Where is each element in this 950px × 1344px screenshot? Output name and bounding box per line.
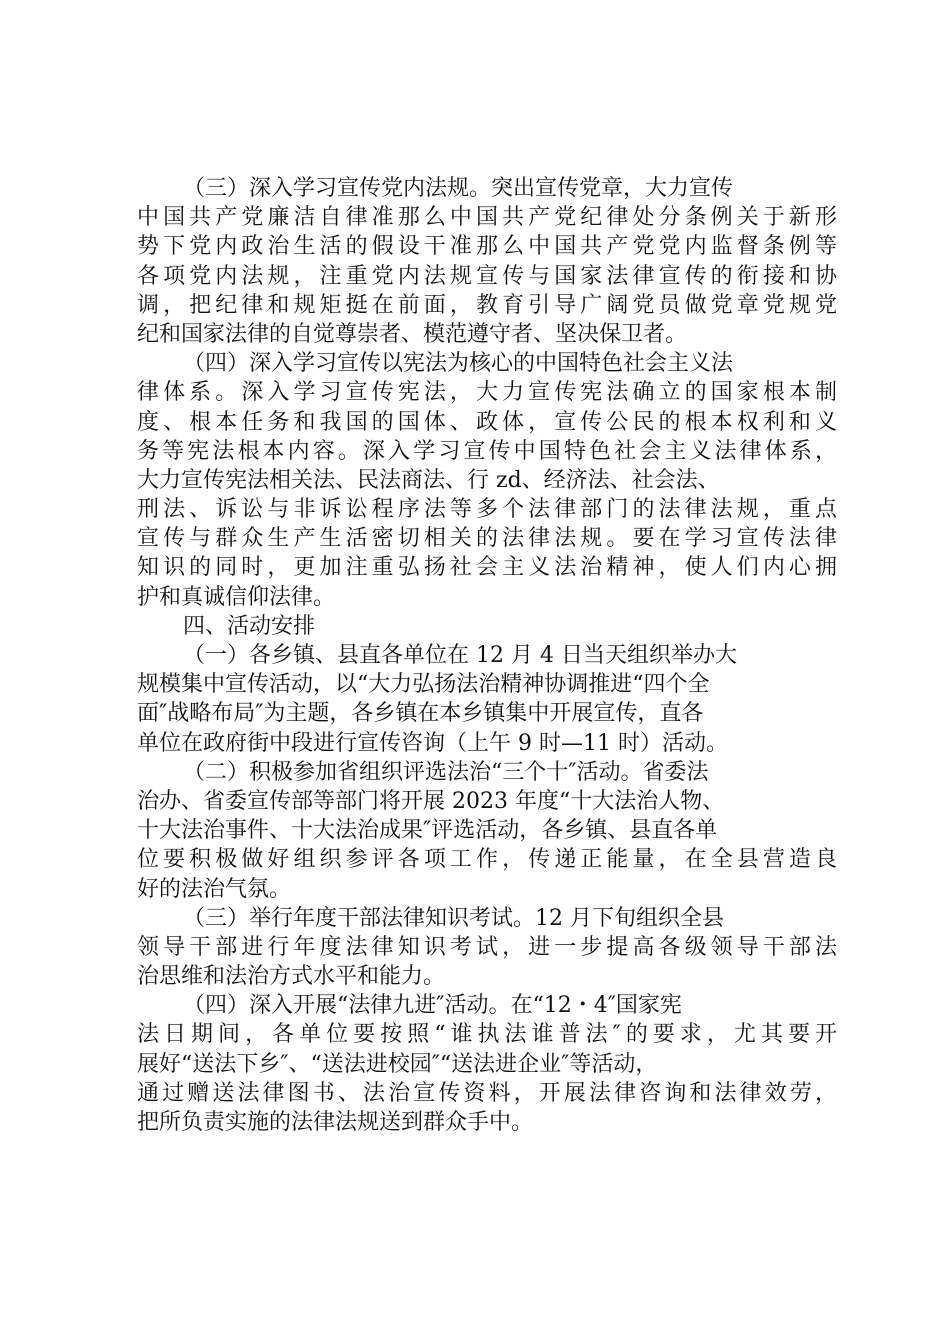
paragraph-line: 法日期间，各单位要按照“谁执法谁普法″的要求，尤其要开 [137, 1022, 837, 1048]
paragraph-line: 中国共产党廉洁自律准那么中国共产党纪律处分条例关于新形 [137, 205, 837, 231]
paragraph-line: 好的法治气氛。 [137, 876, 292, 902]
paragraph-line: 规模集中宣传活动，以“大力弘扬法治精神协调推进“四个全 [137, 672, 710, 698]
paragraph-line: 调，把纪律和规矩挺在前面，教育引导广阔党员做党章党规党 [137, 292, 837, 318]
section-heading: 四、活动安排 [183, 613, 316, 639]
paragraph-line: 治思维和法治方式水平和能力。 [137, 964, 446, 990]
paragraph-line: （一）各乡镇、县直各单位在 12 月 4 日当天组织举办大 [183, 643, 737, 668]
paragraph-line: 纪和国家法律的自觉尊崇者、模范遵守者、坚决保卫者。 [137, 321, 688, 347]
paragraph-line: （四）深入学习宣传以宪法为核心的中国特色社会主义法 [183, 351, 734, 377]
paragraph-line: （二）积极参加省组织评选法治“三个十″活动。省委法 [183, 759, 709, 785]
paragraph-line: 宣传与群众生产生活密切相关的法律法规。要在学习宣传法律 [137, 526, 837, 552]
paragraph-line: 度、根本任务和我国的国体、政体，宣传公民的根本权利和义 [137, 409, 837, 435]
paragraph-line: （三）举行年度干部法律知识考试。12 月下旬组织全县 [183, 905, 724, 931]
paragraph-line: 通过赠送法律图书、法治宣传资料，开展法律咨询和法律效劳， [137, 1080, 837, 1106]
paragraph-line: 知识的同时，更加注重弘扬社会主义法治精神，使人们内心拥 [137, 555, 837, 581]
paragraph-line: 律体系。深入学习宣传宪法，大力宣传宪法确立的国家根本制 [137, 380, 837, 406]
paragraph-line: 把所负责实施的法律法规送到群众手中。 [137, 1110, 534, 1135]
paragraph-line: 面″战略布局″为主题，各乡镇在本乡镇集中开展宣传，直各 [137, 701, 704, 727]
paragraph-line: 护和真诚信仰法律。 [137, 584, 336, 610]
paragraph-line: （四）深入开展“法律九进″活动。在“12・4″国家宪 [183, 993, 682, 1019]
paragraph-line: 十大法治事件、十大法治成果″评选活动，各乡镇、县直各单 [137, 818, 718, 844]
paragraph-line: 务等宪法根本内容。深入学习宣传中国特色社会主义法律体系， [137, 438, 837, 464]
paragraph-line: 各项党内法规，注重党内法规宣传与国家法律宣传的衔接和协 [137, 263, 837, 289]
paragraph-line: 单位在政府街中段进行宣传咨询（上午 9 时—11 时）活动。 [137, 730, 728, 756]
paragraph-line: （三）深入学习宣传党内法规。突出宣传党章，大力宣传 [183, 176, 734, 201]
paragraph-line: 刑法、诉讼与非诉讼程序法等多个法律部门的法律法规，重点 [137, 497, 837, 523]
document-body [137, 174, 837, 1137]
paragraph-line: 位要积极做好组织参评各项工作，传递正能量，在全县营造良 [137, 847, 837, 873]
paragraph-line: 展好“送法下乡″、“送法进校园″“送法进企业″等活动， [137, 1051, 658, 1077]
paragraph-line: 势下党内政治生活的假设干准那么中国共产党党内监督条例等 [137, 234, 837, 260]
paragraph-line: 大力宣传宪法相关法、民法商法、行 zd、经济法、社会法、 [137, 467, 720, 493]
paragraph-line: 治办、省委宣传部等部门将开展 2023 年度“十大法治人物、 [137, 788, 725, 814]
paragraph-line: 领导干部进行年度法律知识考试，进一步提高各级领导干部法 [137, 934, 837, 960]
